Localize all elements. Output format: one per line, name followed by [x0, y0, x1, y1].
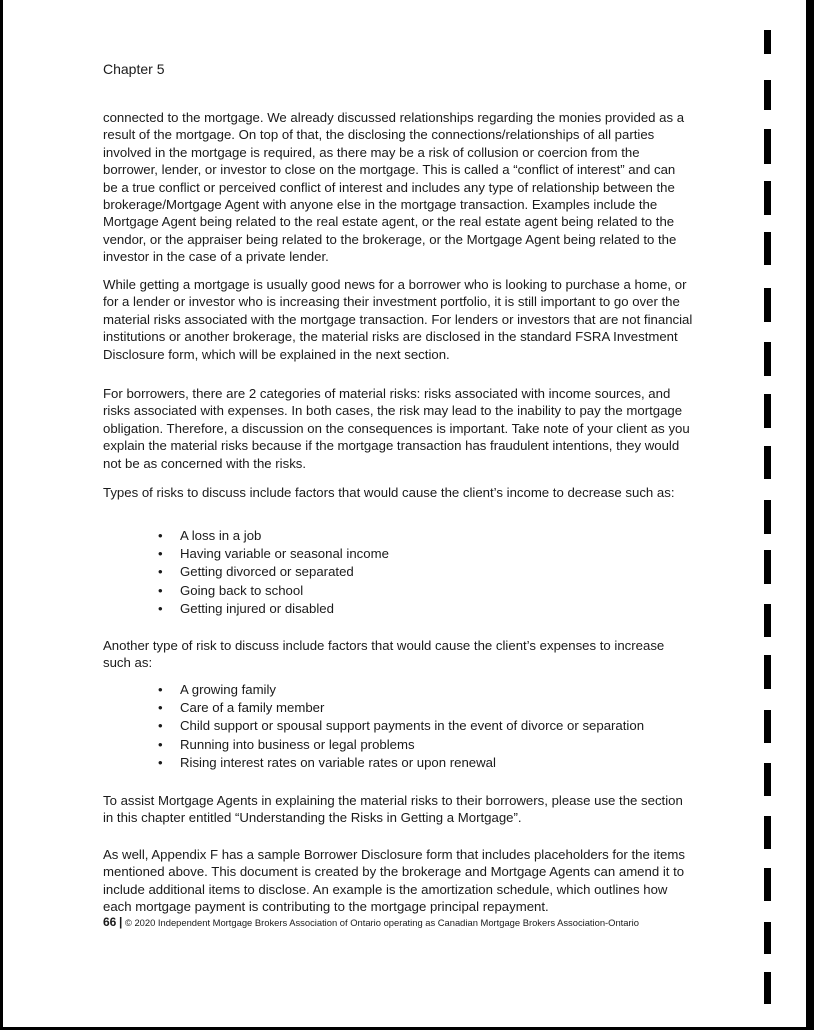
page-footer	[103, 915, 639, 929]
binding-mark	[764, 232, 771, 265]
list-item: • Running into business or legal problems	[158, 736, 644, 754]
paragraph-appendix-f: As well, Appendix F has a sample Borrower Disclosure form that includes placeholders for the items mentioned above. This document is created by the brokerage and Mortgage Agents can amend it to include additional items to disclose. An example is the amortization schedule, which outlines how each mortgage payment is contributing to the mortgage principal repayment.	[103, 847, 685, 915]
list-item: • Having variable or seasonal income	[158, 545, 389, 563]
binding-mark	[764, 763, 771, 796]
list-item: • Rising interest rates on variable rates or upon renewal	[158, 754, 644, 772]
binding-mark	[764, 710, 771, 743]
binding-mark	[764, 181, 771, 215]
paragraph-conflict-of-interest: connected to the mortgage. We already discussed relationships regarding the monies provided as a result of the mortgage. On top of that, the disclosing the connections/relationships of all parties involved in the mortgage is required, as there may be a risk of collusion or coercion from the borrower, lender, or investor to close on the mortgage. This is called a “conflict of interest” and can be a true conflict or perceived conflict of interest and includes any type of relationship between the brokerage/Mortgage Agent with anyone else in the mortgage transaction. Examples include the Mortgage Agent being related to the real estate agent, or the real estate agent being related to the vendor, or the appraiser being related to the brokerage, or the Mortgage Agent being related to the investor in the case of a private lender.	[103, 110, 685, 265]
paragraph-material-risks: While getting a mortgage is usually good news for a borrower who is looking to purchase a home, or for a lender or investor who is increasing their investment portfolio, it is still important to go over the material risks associated with the mortgage transaction. For lenders or investors that are not financial institutions or another brokerage, the material risks are disclosed in the standard FSRA Investment Disclosure form, which will be explained in the next section.	[103, 277, 693, 362]
binding-mark	[764, 922, 771, 954]
binding-mark	[764, 394, 771, 428]
paragraph-assist-agents: To assist Mortgage Agents in explaining the material risks to their borrowers, please use the section in this chapter entitled “Understanding the Risks in Getting a Mortgage”.	[103, 793, 683, 826]
list-item: • A loss in a job	[158, 527, 389, 545]
chapter-header: Chapter 5	[103, 61, 165, 77]
binding-mark	[764, 972, 771, 1004]
list-item: • Getting injured or disabled	[158, 600, 389, 618]
expense-risk-list	[158, 681, 644, 772]
binding-mark	[764, 30, 771, 54]
list-item: • Child support or spousal support payments in the event of divorce or separation	[158, 717, 644, 735]
binding-mark	[764, 342, 771, 376]
list-item: • Going back to school	[158, 582, 389, 600]
paragraph-income-intro: Types of risks to discuss include factors that would cause the client’s income to decrease such as:	[103, 485, 675, 500]
list-item: • Care of a family member	[158, 699, 644, 717]
list-item: • A growing family	[158, 681, 644, 699]
footer-separator: |	[118, 915, 123, 929]
binding-mark	[764, 816, 771, 849]
list-item: • Getting divorced or separated	[158, 563, 389, 581]
binding-mark	[764, 129, 771, 164]
binding-mark	[764, 446, 771, 479]
paragraph-borrower-risks: For borrowers, there are 2 categories of material risks: risks associated with income sources, and risks associated with expenses. In both cases, the risk may lead to the inability to pay the mortgage obligation. Therefore, a discussion on the consequences is important. Take note of your client as you explain the material risks because if the mortgage transaction has fraudulent intentions, they would not be as concerned with the risks.	[103, 386, 690, 471]
income-risk-list	[158, 527, 389, 618]
binding-mark	[764, 500, 771, 534]
binding-mark	[764, 550, 771, 584]
binding-mark	[764, 868, 771, 901]
paragraph-expense-intro: Another type of risk to discuss include factors that would cause the client’s expenses to increase such as:	[103, 638, 665, 671]
binding-mark	[764, 604, 771, 637]
binding-mark	[764, 288, 771, 322]
binding-mark	[764, 80, 771, 110]
page-number: 66	[103, 915, 117, 929]
scan-edge-left	[0, 0, 3, 1030]
copyright-notice: © 2020 Independent Mortgage Brokers Association of Ontario operating as Canadian Mortgage Brokers Association-Ontario	[124, 917, 639, 928]
binding-mark	[764, 655, 771, 689]
